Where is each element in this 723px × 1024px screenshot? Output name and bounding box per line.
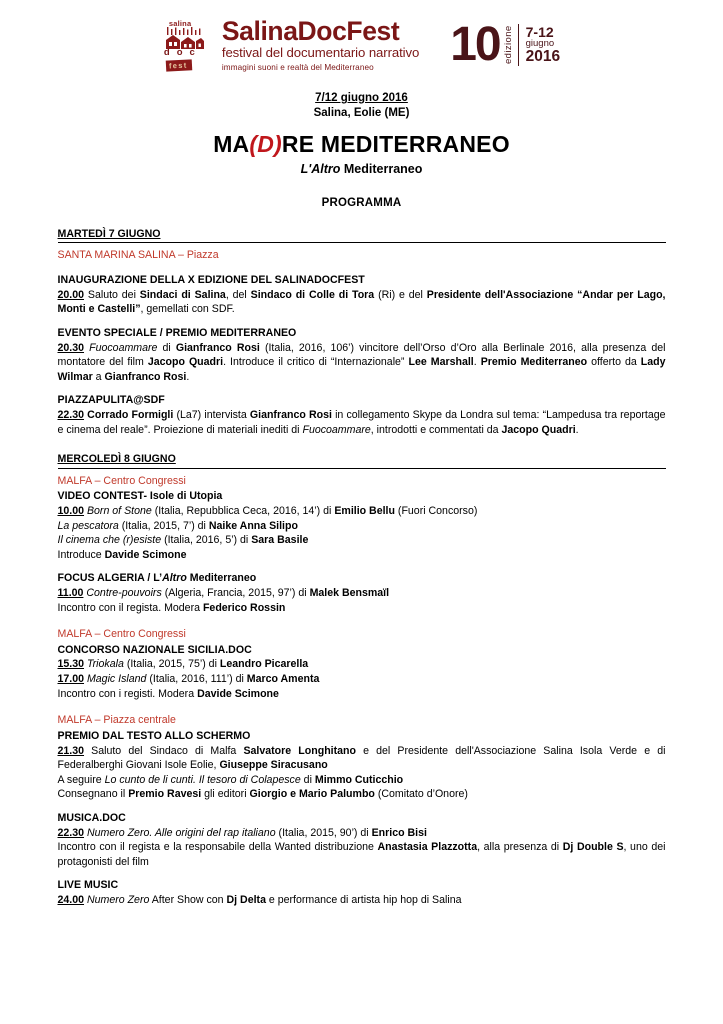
text-run: A seguire	[57, 773, 105, 786]
text-run: a	[92, 370, 105, 383]
text-run: Consegnano il	[57, 788, 129, 801]
text-run: Incontro con il regista. Modera	[57, 601, 203, 614]
page-title	[0, 131, 723, 158]
section-title: INAUGURAZIONE DELLA X EDIZIONE DEL SALINADOCFEST	[57, 274, 365, 287]
page-subtitle	[0, 162, 723, 176]
spacer	[58, 615, 666, 627]
event-entry	[58, 787, 666, 802]
venue-label: MALFA – Centro Congressi	[57, 474, 186, 487]
event-entry	[58, 288, 666, 317]
text-run: in collegamento Skype da Londra sul tema: “Lampedusa tra reportage e cinema del reale”. Proiezione di materiali inediti di	[57, 408, 666, 436]
emphasis-name: Sindaco di Colle di Tora	[250, 288, 375, 301]
emphasis-name: Premio Ravesi	[128, 788, 202, 801]
program-body	[58, 227, 666, 908]
emphasis-name: Premio Mediterraneo	[480, 356, 588, 369]
stamp-doc-label: d o c	[163, 46, 198, 58]
spacer	[58, 317, 666, 326]
film-title: Numero Zero	[86, 894, 150, 906]
emphasis-name: Naike Anna Silipo	[208, 519, 298, 532]
text-run: . Introduce il critico di “Internazionale”	[223, 356, 409, 369]
text-run: (Comitato d’Onore)	[374, 788, 468, 801]
emphasis-name: Marco Amenta	[246, 673, 320, 686]
event-time: 22.30	[57, 408, 85, 421]
text-run: After Show con	[149, 894, 227, 906]
spacer	[58, 869, 666, 878]
text-run: Introduce	[57, 548, 105, 561]
text-run: .	[186, 370, 190, 383]
edition-word: edizione	[502, 25, 514, 65]
text-run: .	[575, 423, 579, 436]
emphasis-italic: Altro	[162, 572, 187, 585]
section-title	[58, 571, 666, 586]
emphasis-name: Emilio Bellu	[334, 504, 395, 517]
text-run: Incontro con il regista e la responsabile della Wanted distribuzione	[57, 841, 378, 854]
title-part-post: RE MEDITERRANEO	[281, 130, 510, 157]
film-title: Il cinema che (r)esiste	[57, 534, 162, 547]
venue-label: MALFA – Centro Congressi	[57, 628, 186, 641]
emphasis-name: Gianfranco Rosi	[175, 341, 260, 354]
emphasis-name: Salvatore Longhitano	[243, 744, 356, 757]
event-entry	[58, 687, 666, 702]
film-title: Numero Zero. Alle origini del rap italiano	[86, 826, 276, 839]
emphasis-name: Lee Marshall	[408, 356, 474, 369]
stamp-salina-label: salina	[168, 18, 192, 28]
text-run: Saluto dei	[84, 288, 140, 301]
event-entry	[58, 408, 666, 437]
edition-day-range: 7-12	[525, 23, 554, 40]
text-run: di	[157, 341, 176, 354]
spacer	[58, 264, 666, 273]
emphasis-name: Sara Basile	[251, 534, 309, 547]
text-run: (Italia, Repubblica Ceca, 2016, 14’) di	[151, 504, 335, 517]
subtitle-rest-part: Mediterraneo	[340, 161, 423, 176]
text-run: (Italia, 2016, 106’) vincitore dell’Orso d’Oro alla Berlinale 2016, alla presenza del montatore del film	[57, 341, 666, 369]
film-title: Triokala	[86, 658, 124, 671]
day-header-label: MARTEDÌ 7 GIUGNO	[57, 227, 161, 240]
event-time: 20.00	[57, 288, 85, 301]
text-run: e del Presidente dell'Associazione Salina Isola Verde e di Federalberghi Giovani Isole Eolie,	[57, 744, 666, 772]
logo-tagline: festival del documentario narrativo	[221, 45, 420, 61]
programma-heading: PROGRAMMA	[321, 196, 402, 209]
text-run: gli editori	[201, 788, 250, 801]
event-entry	[58, 341, 666, 385]
emphasis-name: Federico Rossin	[202, 601, 286, 614]
text-run: Saluto del Sindaco di Malfa	[84, 744, 244, 757]
text-run: , del	[225, 288, 251, 301]
event-time: 21.30	[57, 744, 85, 757]
event-time: 15.30	[57, 658, 85, 671]
festival-logo-header	[0, 0, 723, 72]
event-time: 11.00	[57, 587, 84, 600]
emphasis-name: Mediterraneo	[186, 572, 257, 585]
festival-location: Salina, Eolie (ME)	[313, 107, 410, 120]
emphasis-name: Giorgio e Mario Palumbo	[249, 788, 375, 801]
day-header	[58, 452, 666, 469]
event-entry	[58, 744, 666, 773]
emphasis-name: Giuseppe Siracusano	[219, 759, 328, 772]
text-run: (Italia, 2015, 7’) di	[118, 519, 209, 532]
venue-label: MALFA – Piazza centrale	[57, 714, 176, 727]
text-run: e performance di artista hip hop di Salina	[265, 894, 462, 906]
text-run: offerto da	[587, 356, 641, 369]
event-entry	[58, 840, 666, 869]
section-title: CONCORSO NAZIONALE SICILIA.DOC	[57, 643, 252, 656]
emphasis-name: Malek Bensmaïl	[309, 587, 390, 600]
film-title: Lo cunto de li cunti. Il tesoro di Colapesce	[104, 773, 301, 786]
event-entry	[58, 672, 666, 687]
edition-year: 2016	[525, 48, 561, 66]
emphasis-name: Corrado Formigli	[87, 408, 174, 421]
event-time: 24.00	[57, 894, 85, 906]
emphasis-name: FOCUS ALGERIA / L’	[57, 572, 163, 585]
film-title: Born of Stone	[86, 504, 152, 517]
event-entry	[58, 893, 666, 908]
emphasis-name: Mimmo Cuticchio	[314, 773, 404, 786]
event-entry	[58, 657, 666, 672]
document-title-block	[0, 91, 723, 209]
text-run: , gemellati con SDF.	[140, 303, 235, 316]
title-part-pre: MA	[213, 130, 250, 157]
emphasis-name: Jacopo Quadri	[147, 356, 224, 369]
logo-title: SalinaDocFest	[221, 16, 400, 46]
text-run: (Italia, 2015, 75’) di	[123, 658, 220, 671]
edition-number: 10	[450, 18, 500, 72]
emphasis-name: VIDEO CONTEST- Isole di Utopia	[57, 490, 223, 503]
film-title: Fuocoammare	[302, 423, 371, 436]
text-run: (La7) intervista	[173, 408, 250, 421]
emphasis-name: Anastasia Plazzotta	[377, 841, 478, 854]
text-run: .	[473, 356, 481, 369]
section-title: PREMIO DAL TESTO ALLO SCHERMO	[57, 729, 251, 742]
subtitle-italic-part: L'Altro	[300, 161, 341, 176]
edition-divider	[518, 24, 519, 66]
text-run: di	[300, 773, 315, 786]
text-run: (Italia, 2016, 5’) di	[161, 534, 252, 547]
text-run: (Italia, 2015, 90’) di	[275, 826, 372, 839]
spacer	[58, 802, 666, 811]
spacer	[58, 701, 666, 713]
emphasis-name: Jacopo Quadri	[501, 423, 576, 436]
edition-badge	[450, 18, 561, 72]
film-title: Fuocoammare	[89, 341, 158, 354]
event-entry	[58, 519, 666, 534]
emphasis-name: Gianfranco Rosi	[249, 408, 332, 421]
volcano-houses-mark-icon	[165, 27, 205, 49]
day-header	[58, 227, 666, 244]
salina-stamp-icon	[163, 19, 213, 71]
event-time: 17.00	[57, 673, 85, 686]
festival-date: 7/12 giugno 2016	[315, 91, 408, 104]
logo-wordmark	[222, 18, 419, 72]
spacer	[58, 384, 666, 393]
event-entry	[58, 826, 666, 841]
emphasis-name: Gianfranco Rosi	[104, 370, 187, 383]
section-title	[58, 489, 666, 504]
emphasis-name: Enrico Bisi	[371, 826, 427, 839]
emphasis-name: Leandro Picarella	[219, 658, 309, 671]
logo-subtagline: immagini suoni e realtà del Mediterraneo	[221, 62, 374, 72]
event-time: 20.30	[57, 341, 85, 354]
event-entry	[58, 533, 666, 548]
event-time: 22.30	[57, 826, 85, 839]
text-run: (Algeria, Francia, 2015, 97’) di	[161, 587, 310, 600]
emphasis-name: Dj Double S	[562, 841, 624, 854]
event-entry	[58, 586, 666, 601]
salinadocfest-logo	[163, 18, 560, 72]
venue-label: SANTA MARINA SALINA – Piazza	[57, 249, 219, 262]
emphasis-name: Presidente dell'Associazione “Andar per Lago, Monti e Castelli”	[57, 288, 666, 316]
text-run: , uno dei protagonisti del film	[57, 841, 666, 868]
spacer	[58, 437, 666, 452]
event-entry	[58, 773, 666, 788]
edition-dates	[526, 25, 560, 66]
event-entry	[58, 504, 666, 519]
section-title: MUSICA.DOC	[57, 811, 126, 824]
edition-month: giugno	[525, 38, 555, 50]
section-title: LIVE MUSIC	[57, 879, 119, 892]
emphasis-name: Sindaci di Salina	[139, 288, 226, 301]
day-header-label: MERCOLEDÌ 8 GIUGNO	[57, 453, 176, 466]
text-run: (Italia, 2016, 111’) di	[146, 673, 247, 686]
text-run: , introdotti e commentati da	[370, 423, 502, 436]
event-entry	[58, 548, 666, 563]
spacer	[58, 562, 666, 571]
text-run: (Fuori Concorso)	[394, 504, 478, 517]
text-run: (Ri) e del	[374, 288, 427, 301]
section-title: EVENTO SPECIALE / PREMIO MEDITERRANEO	[57, 326, 297, 339]
title-part-accent: (D)	[249, 130, 282, 157]
emphasis-name: Davide Scimone	[104, 548, 187, 561]
emphasis-name: Lady Wilmar	[57, 356, 666, 383]
section-title: PIAZZAPULITA@SDF	[57, 394, 165, 407]
event-entry	[58, 601, 666, 616]
event-time: 10.00	[57, 504, 85, 517]
film-title: Magic Island	[86, 673, 147, 686]
stamp-fest-badge: fest	[166, 59, 192, 71]
film-title: La pescatora	[57, 519, 119, 532]
emphasis-name: Dj Delta	[226, 894, 266, 906]
text-run: Incontro con i registi. Modera	[57, 687, 198, 700]
emphasis-name: Davide Scimone	[197, 687, 279, 700]
film-title: Contre-pouvoirs	[86, 587, 162, 600]
text-run: , alla presenza di	[477, 841, 563, 854]
